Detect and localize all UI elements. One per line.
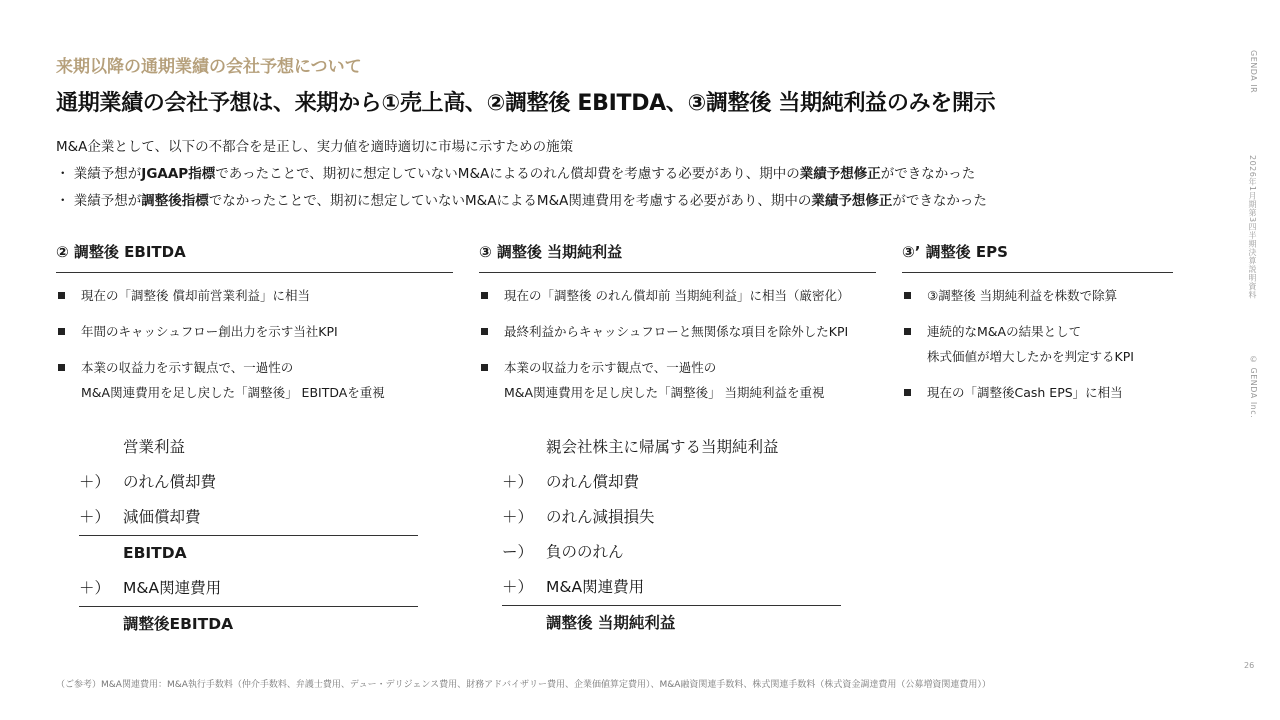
square-bullet-icon bbox=[481, 292, 488, 299]
intro-block bbox=[56, 134, 987, 215]
intro-line-1: M&A企業として、以下の不都合を是正し、実力値を適時適切に市場に示すための施策 bbox=[56, 139, 574, 155]
calc-row: ＋） のれん減損損失 bbox=[502, 508, 655, 526]
bullet-item: 現在の「調整後Cash EPS」に相当 bbox=[902, 380, 1173, 405]
bullet-item: 本業の収益力を示す観点で、一過性の M&A関連費用を足し戻した「調整後」 当期純利益を重視 bbox=[479, 355, 876, 405]
square-bullet-icon bbox=[58, 364, 65, 371]
column-net-income bbox=[479, 240, 876, 416]
column-divider bbox=[56, 272, 453, 273]
calc-row: ＋） のれん償却費 bbox=[79, 473, 217, 491]
bullet-item: 現在の「調整後 償却前営業利益」に相当 bbox=[56, 283, 453, 308]
calc-row: ＋） M&A関連費用 bbox=[502, 578, 645, 596]
document-label: 2026年1月期第3四半期決算説明資料 bbox=[1248, 155, 1257, 300]
column-divider bbox=[902, 272, 1173, 273]
intro-line-2: ・ 業績予想がJGAAP指標であったことで、期初に想定していないM&Aによるのれん償却費を考慮する必要があり、期中の業績予想修正ができなかった bbox=[56, 166, 976, 182]
square-bullet-icon bbox=[58, 292, 65, 299]
square-bullet-icon bbox=[904, 292, 911, 299]
calc-row: ＋） のれん償却費 bbox=[502, 473, 640, 491]
square-bullet-icon bbox=[58, 328, 65, 335]
brand-label: GENDA IR bbox=[1249, 50, 1258, 94]
column-eps bbox=[902, 240, 1173, 416]
intro-line-3: ・ 業績予想が調整後指標でなかったことで、期初に想定していないM&AによるM&A関連費用を考慮する必要があり、期中の業績予想修正ができなかった bbox=[56, 193, 987, 209]
bullet-item: 最終利益からキャッシュフローと無関係な項目を除外したKPI bbox=[479, 319, 876, 344]
column-heading: ③ 調整後 当期純利益 bbox=[479, 243, 623, 261]
calc-row: ー） 負ののれん bbox=[502, 543, 624, 561]
calc-subtotal: EBITDA bbox=[123, 544, 187, 562]
square-bullet-icon bbox=[481, 364, 488, 371]
calc-total: 調整後 当期純利益 bbox=[546, 614, 676, 632]
column-heading: ② 調整後 EBITDA bbox=[56, 243, 186, 261]
bullet-item: 連続的なM&Aの結果として 株式価値が増大したかを判定するKPI bbox=[902, 319, 1173, 369]
page-title: 通期業績の会社予想は、来期から①売上高、②調整後 EBITDA、③調整後 当期純利益のみを開示 bbox=[56, 91, 996, 116]
bullet-item: 本業の収益力を示す観点で、一過性の M&A関連費用を足し戻した「調整後」 EBITDAを重視 bbox=[56, 355, 453, 405]
calc-total: 調整後EBITDA bbox=[123, 615, 234, 633]
square-bullet-icon bbox=[904, 389, 911, 396]
calc-row: 親会社株主に帰属する当期純利益 bbox=[546, 438, 779, 456]
column-ebitda bbox=[56, 240, 453, 416]
square-bullet-icon bbox=[904, 328, 911, 335]
calc-row: ＋） M&A関連費用 bbox=[79, 579, 222, 597]
bullet-item: ③調整後 当期純利益を株数で除算 bbox=[902, 283, 1173, 308]
section-subtitle: 来期以降の通期業績の会社予想について bbox=[56, 57, 362, 77]
calc-row: ＋） 減価償却費 bbox=[79, 508, 201, 526]
square-bullet-icon bbox=[481, 328, 488, 335]
column-heading: ③’ 調整後 EPS bbox=[902, 243, 1008, 261]
calc-row: 営業利益 bbox=[123, 438, 186, 456]
bullet-item: 現在の「調整後 のれん償却前 当期純利益」に相当（厳密化） bbox=[479, 283, 876, 308]
copyright-label: © GENDA Inc. bbox=[1249, 355, 1258, 419]
ebitda-calculation bbox=[79, 430, 418, 642]
column-divider bbox=[479, 272, 876, 273]
page-number: 26 bbox=[1244, 661, 1255, 670]
bullet-item: 年間のキャッシュフロー創出力を示す当社KPI bbox=[56, 319, 453, 344]
net-income-calculation bbox=[502, 430, 841, 641]
footnote: （ご参考）M&A関連費用：M&A執行手数料（仲介手数料、弁護士費用、デュー・デリジェンス費用、財務アドバイザリー費用、企業価値算定費用）、M&A融資関連手数料、株式関連手数料（株式資金調達費用（公募増資関連費用）） bbox=[56, 680, 991, 690]
